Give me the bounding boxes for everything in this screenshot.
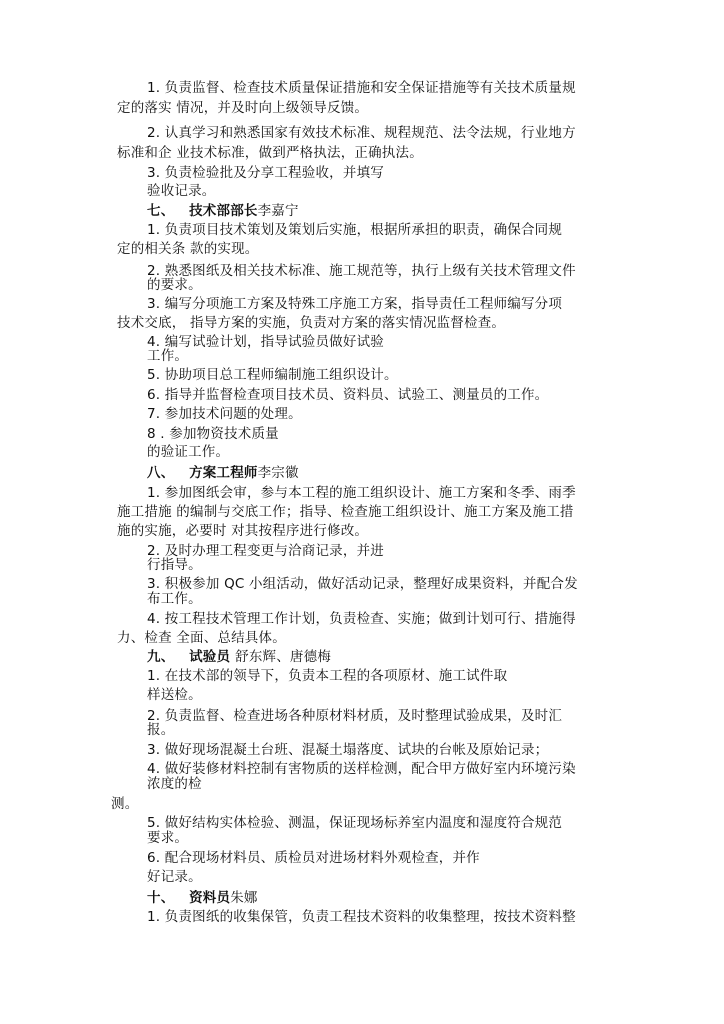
section-role: 试验员: [189, 649, 231, 665]
section-role: 技术部部长: [189, 203, 258, 219]
text-line: 的要求。: [147, 277, 202, 293]
text-line: 测。: [111, 796, 139, 812]
section-number: 七、: [147, 203, 175, 219]
text-line: 2. 及时办理工程变更与洽商记录，并进: [147, 543, 384, 559]
text-line: 3. 积极参加 QC 小组活动，做好活动记录，整理好成果资料，并配合发: [147, 576, 578, 592]
text-line: 4. 编写试验计划，指导试验员做好试验: [147, 334, 384, 350]
section-number: 九、: [147, 649, 175, 665]
text-line: 定的落实 情况，并及时向上级领导反馈。: [117, 100, 369, 116]
text-line: 行指导。: [147, 557, 202, 573]
section-heading-10: [147, 889, 258, 907]
text-line: 8 . 参加物资技术质量: [147, 426, 279, 442]
text-line: 3. 负责检验批及分享工程验收，并填写: [147, 165, 384, 181]
text-line: 好记录。: [147, 869, 202, 885]
text-line: 4. 做好装修材料控制有害物质的送样检测，配合甲方做好室内环境污染: [147, 761, 576, 777]
text-line: 力、检查 全面、总结具体。: [117, 630, 286, 646]
text-line: 5. 做好结构实体检验、测温，保证现场标养室内温度和湿度符合规范: [147, 815, 563, 831]
section-heading-8: [147, 464, 299, 482]
text-line: 浓度的检: [147, 776, 202, 792]
text-line: 4. 按工程技术管理工作计划，负责检查、实施；做到计划可行、措施得: [147, 611, 576, 627]
text-line: 2. 负责监督、检查进场各种原材料材质，及时整理试验成果，及时汇: [147, 708, 563, 724]
section-heading-7: [147, 202, 299, 220]
text-line: 布工作。: [147, 591, 202, 607]
text-line: 施的实施，必要时 对其按程序进行修改。: [117, 523, 369, 539]
text-line: 6. 指导并监督检查项目技术员、资料员、试验工、测量员的工作。: [147, 387, 549, 403]
text-line: 的验证工作。: [147, 444, 230, 460]
text-line: 定的相关条 款的实现。: [117, 241, 259, 257]
text-line: 3. 做好现场混凝土台班、混凝土塌落度、试块的台帐及原始记录；: [147, 742, 549, 758]
section-number: 八、: [147, 465, 175, 481]
text-line: 技术交底， 指导方案的实施，负责对方案的落实情况监督检查。: [117, 315, 506, 331]
text-line: 工作。: [147, 348, 189, 364]
text-line: 验收记录。: [147, 183, 216, 199]
text-line: 1. 参加图纸会审，参与本工程的施工组织设计、施工方案和冬季、雨季: [147, 485, 576, 501]
text-line: 1. 负责项目技术策划及策划后实施，根据所承担的职责，确保合同规: [147, 222, 563, 238]
text-line: 5. 协助项目总工程师编制施工组织设计。: [147, 367, 398, 383]
text-line: 3. 编写分项施工方案及特殊工序施工方案，指导责任工程师编写分项: [147, 296, 563, 312]
text-line: 1. 负责监督、检查技术质量保证措施和安全保证措施等有关技术质量规: [147, 80, 576, 96]
section-names: 舒东辉、唐德梅: [235, 649, 332, 665]
section-role: 资料员: [189, 890, 231, 906]
text-line: 6. 配合现场材料员、质检员对进场材料外观检查，并作: [147, 850, 480, 866]
text-line: 标准和企 业技术标准，做到严格执法，正确执法。: [117, 145, 423, 161]
text-line: 1. 在技术部的领导下，负责本工程的各项原材、施工试件取: [147, 668, 508, 684]
section-names: 朱娜: [230, 890, 258, 906]
text-line: 样送检。: [147, 687, 202, 703]
section-names: 李嘉宁: [257, 203, 299, 219]
text-line: 施工措施 的编制与交底工作；指导、检查施工组织设计、施工方案及施工措: [117, 504, 574, 520]
text-line: 7. 参加技术问题的处理。: [147, 406, 302, 422]
section-names: 李宗徽: [257, 465, 299, 481]
text-line: 报。: [147, 722, 175, 738]
section-number: 十、: [147, 890, 175, 906]
section-heading-9: [147, 648, 331, 666]
text-line: 1. 负责图纸的收集保管，负责工程技术资料的收集整理，按技术资料整: [147, 909, 576, 925]
section-role: 方案工程师: [189, 465, 258, 481]
text-line: 2. 熟悉图纸及相关技术标准、施工规范等，执行上级有关技术管理文件: [147, 263, 576, 279]
text-line: 要求。: [147, 830, 189, 846]
text-line: 2. 认真学习和熟悉国家有效技术标准、规程规范、法令法规，行业地方: [147, 125, 576, 141]
